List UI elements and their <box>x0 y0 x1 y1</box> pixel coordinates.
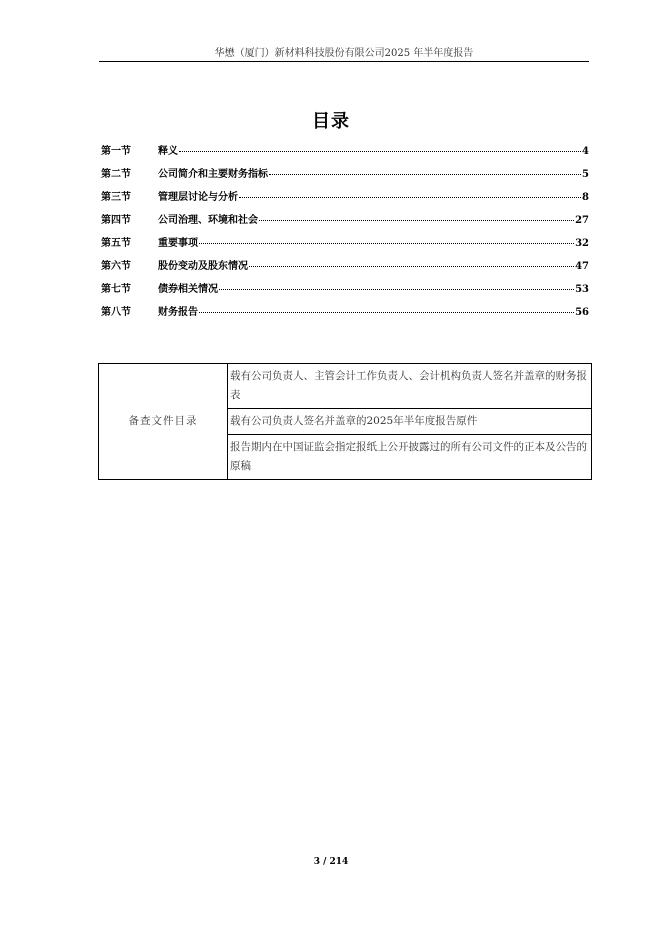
running-header: 华懋（厦门）新材料科技股份有限公司2025 年半年度报告 <box>214 48 474 59</box>
toc-entry[interactable] <box>101 211 589 234</box>
toc-section-title: 重要事项 <box>158 238 198 249</box>
toc-section-number: 第一节 <box>101 146 131 157</box>
toc-page-number: 5 <box>582 169 589 180</box>
toc-page-number: 47 <box>575 261 589 272</box>
table-of-contents <box>101 142 589 326</box>
reference-document-item: 载有公司负责人签名并盖章的2025年半年度报告原件 <box>228 409 592 435</box>
table-row <box>99 364 592 409</box>
toc-section-title: 管理层讨论与分析 <box>158 192 238 203</box>
toc-page-number: 4 <box>582 146 589 157</box>
toc-dot-leader <box>199 312 574 313</box>
toc-page-number: 8 <box>582 192 589 203</box>
toc-entry[interactable] <box>101 257 589 280</box>
toc-entry[interactable] <box>101 280 589 303</box>
toc-title: 目录 <box>312 111 350 132</box>
toc-dot-leader <box>199 243 574 244</box>
toc-dot-leader <box>249 266 574 267</box>
toc-section-title: 股份变动及股东情况 <box>158 261 248 272</box>
toc-section-number: 第二节 <box>101 169 131 180</box>
reference-documents-table <box>98 363 592 480</box>
toc-dot-leader <box>269 174 581 175</box>
toc-section-title: 财务报告 <box>158 307 198 318</box>
toc-entry[interactable] <box>101 303 589 326</box>
toc-entry[interactable] <box>101 188 589 211</box>
toc-dot-leader <box>179 151 581 152</box>
toc-page-number: 27 <box>575 215 589 226</box>
toc-section-title: 公司治理、环境和社会 <box>158 215 258 226</box>
toc-section-number: 第七节 <box>101 284 131 295</box>
toc-section-number: 第五节 <box>101 238 131 249</box>
header-rule <box>99 61 589 62</box>
toc-section-number: 第三节 <box>101 192 131 203</box>
toc-page-number: 56 <box>575 307 589 318</box>
reference-document-item: 报告期内在中国证监会指定报纸上公开披露过的所有公司文件的正本及公告的原稿 <box>228 435 592 480</box>
toc-page-number: 32 <box>575 238 589 249</box>
toc-page-number: 53 <box>575 284 589 295</box>
reference-documents-label: 备查文件目录 <box>99 364 228 480</box>
toc-entry[interactable] <box>101 165 589 188</box>
toc-entry[interactable] <box>101 142 589 165</box>
toc-section-title: 释义 <box>158 146 178 157</box>
toc-entry[interactable] <box>101 234 589 257</box>
toc-dot-leader <box>219 289 574 290</box>
page-number: 3 / 214 <box>313 857 349 867</box>
toc-section-number: 第八节 <box>101 307 131 318</box>
toc-section-title: 债券相关情况 <box>158 284 218 295</box>
toc-section-number: 第六节 <box>101 261 131 272</box>
toc-section-title: 公司简介和主要财务指标 <box>158 169 268 180</box>
toc-section-number: 第四节 <box>101 215 131 226</box>
toc-dot-leader <box>259 220 574 221</box>
toc-dot-leader <box>239 197 581 198</box>
reference-document-item: 载有公司负责人、主管会计工作负责人、会计机构负责人签名并盖章的财务报表 <box>228 364 592 409</box>
